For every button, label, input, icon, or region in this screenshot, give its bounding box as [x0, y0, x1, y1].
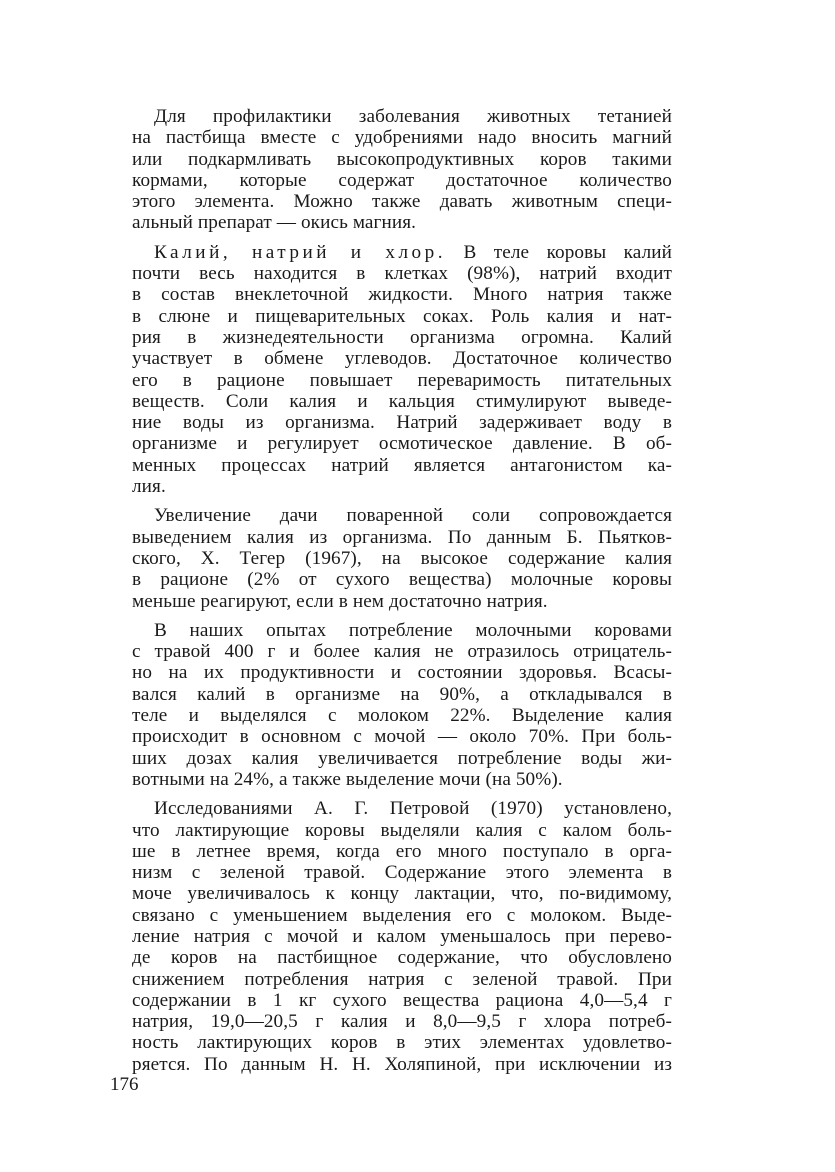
- text-line: ше в летнее время, когда его много поступало в орга-: [132, 840, 672, 862]
- text-line: меньше реагируют, если в нем достаточно натрия.: [132, 590, 548, 612]
- text-line: участвует в обмене углеводов. Достаточное количество: [132, 348, 672, 370]
- text-line: натрия, 19,0—20,5 г калия и 8,0—9,5 г хлора потреб-: [132, 1011, 672, 1033]
- text-line: его в рационе повышает переваримость питательных: [132, 369, 672, 391]
- paragraph-research: [132, 798, 672, 1075]
- page-number: 176: [110, 1074, 139, 1095]
- text-line: выведением калия из организма. По данным Б. Пьятков-: [132, 526, 672, 548]
- text-line: рия в жизнедеятельности организма огромна. Калий: [132, 326, 672, 348]
- text-line: ших дозах калия увеличивается потребление воды жи-: [132, 747, 672, 769]
- text-line: низм с зеленой травой. Содержание этого элемента в: [132, 862, 672, 884]
- text-line: снижением потребления натрия с зеленой травой. При: [132, 968, 672, 990]
- text-line: кормами, которые содержат достаточное количество: [132, 169, 672, 191]
- text-line: Исследованиями А. Г. Петровой (1970) установлено,: [154, 798, 672, 820]
- text-line: Увеличение дачи поваренной соли сопровождается: [154, 505, 672, 527]
- text-line: вотными на 24%, а также выделение мочи (на 50%).: [132, 768, 563, 790]
- paragraph-magnesium: [132, 106, 672, 234]
- page-body: [132, 106, 672, 1083]
- paragraph-experiments: [132, 620, 672, 790]
- text-line: в рационе (2% от сухого вещества) молочные коровы: [132, 569, 672, 591]
- text-line: почти весь находится в клетках (98%), натрий входит: [132, 263, 672, 285]
- text-line: лия.: [132, 476, 166, 498]
- text-line: в слюне и пищеварительных соках. Роль калия и нат-: [132, 305, 672, 327]
- section-heading: Калий, натрий и хлор.: [154, 241, 447, 263]
- text-line: моче увеличивалось к концу лактации, что, по-видимому,: [132, 883, 672, 905]
- text-line: на пастбища вместе с удобрениями надо вносить магний: [132, 127, 672, 149]
- text-line: ность лактирующих коров в этих элементах удовлетво-: [132, 1032, 672, 1054]
- text-line: веществ. Соли калия и кальция стимулируют выведе-: [132, 390, 672, 412]
- text-line: ление натрия с мочой и калом уменьшалось при перево-: [132, 925, 672, 947]
- text-line: де коров на пастбищное содержание, что обусловлено: [132, 947, 672, 969]
- text-line: организме и регулирует осмотическое давление. В об-: [132, 433, 672, 455]
- text-line: или подкармливать высокопродуктивных коров такими: [132, 148, 672, 170]
- text-line: В наших опытах потребление молочными коровами: [154, 619, 672, 641]
- text-line: происходит в основном с мочой — около 70%. При боль-: [132, 726, 672, 748]
- text-line: этого элемента. Можно также давать животным специ-: [132, 191, 672, 213]
- text-line: с травой 400 г и более калия не отразилось отрицатель-: [132, 641, 672, 663]
- text-line: ряется. По данным Н. Н. Холяпиной, при исключении из: [132, 1053, 672, 1075]
- text-line: но на их продуктивности и состоянии здоровья. Всасы-: [132, 662, 672, 684]
- text-line: ского, X. Тегер (1967), на высокое содержание калия: [132, 547, 672, 569]
- text-line: что лактирующие коровы выделяли калия с калом боль-: [132, 819, 672, 841]
- text-line: Для профилактики заболевания животных тетанией: [154, 106, 672, 127]
- paragraph-potassium-sodium-chlorine: [132, 242, 672, 498]
- text-line: альный препарат — окись магния.: [132, 212, 417, 234]
- text-line: связано с уменьшением выделения его с молоком. Выде-: [132, 904, 672, 926]
- text-line: содержании в 1 кг сухого вещества рациона 4,0—5,4 г: [132, 989, 672, 1011]
- text-line: теле и выделялся с молоком 22%. Выделение калия: [132, 705, 672, 727]
- text-line: менных процессах натрий является антагонистом ка-: [132, 454, 672, 476]
- text-line: вался калий в организме на 90%, а откладывался в: [132, 683, 672, 705]
- paragraph-salt: [132, 505, 672, 611]
- text-line: в состав внеклеточной жидкости. Много натрия также: [132, 284, 672, 306]
- text-line: ние воды из организма. Натрий задерживает воду в: [132, 412, 672, 434]
- heading-line-rest: В теле коровы калий: [446, 241, 672, 263]
- text-line-with-heading: [132, 242, 672, 263]
